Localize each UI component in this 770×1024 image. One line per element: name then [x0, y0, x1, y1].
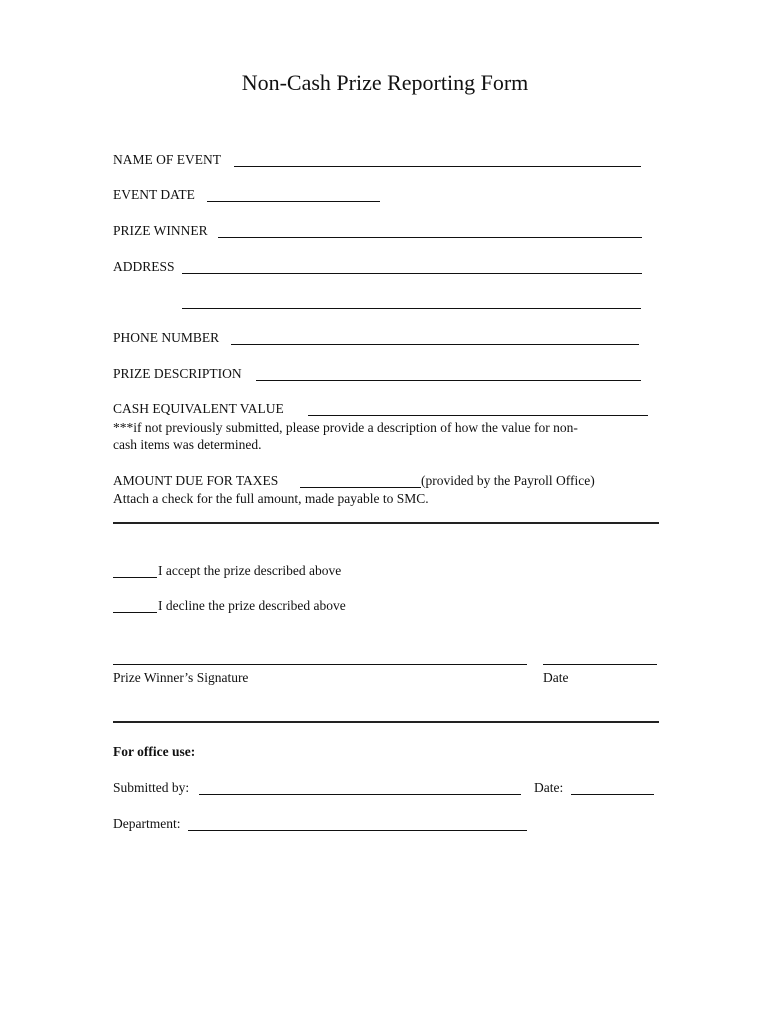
office-date-field[interactable] — [571, 794, 654, 795]
prize-description-label: PRIZE DESCRIPTION — [113, 366, 242, 381]
submitted-by-label: Submitted by: — [113, 780, 190, 795]
event-name-field[interactable] — [234, 166, 641, 167]
page-title: Non-Cash Prize Reporting Form — [241, 70, 529, 95]
event-date-label: EVENT DATE — [113, 187, 195, 202]
phone-field[interactable] — [231, 344, 639, 345]
signature-label: Prize Winner’s Signature — [113, 670, 249, 685]
accept-label: I accept the prize described above — [158, 563, 342, 578]
cash-note-line2: cash items was determined. — [113, 437, 262, 452]
department-label: Department: — [113, 816, 181, 831]
cash-value-label: CASH EQUIVALENT VALUE — [113, 401, 284, 416]
event-name-label: NAME OF EVENT — [113, 152, 221, 167]
attach-note: Attach a check for the full amount, made payable to SMC. — [113, 491, 429, 506]
signature-date-label: Date — [543, 670, 569, 685]
office-use-heading: For office use: — [113, 744, 196, 759]
phone-label: PHONE NUMBER — [113, 330, 220, 345]
event-date-field[interactable] — [207, 201, 380, 202]
submitted-by-field[interactable] — [199, 794, 521, 795]
amount-due-field[interactable] — [300, 487, 421, 488]
prize-winner-label: PRIZE WINNER — [113, 223, 208, 238]
section-divider-1 — [113, 522, 659, 524]
decline-checkbox-line[interactable] — [113, 612, 157, 613]
cash-value-field[interactable] — [308, 415, 648, 416]
cash-note-line1: ***if not previously submitted, please provide a description of how the value for non- — [113, 420, 578, 435]
section-divider-2 — [113, 721, 659, 723]
decline-label: I decline the prize described above — [158, 598, 346, 613]
signature-field[interactable] — [113, 664, 527, 665]
signature-date-field[interactable] — [543, 664, 657, 665]
prize-winner-field[interactable] — [218, 237, 642, 238]
address-field-line1[interactable] — [182, 273, 642, 274]
amount-due-label: AMOUNT DUE FOR TAXES — [113, 473, 279, 488]
prize-description-field[interactable] — [256, 380, 641, 381]
address-label: ADDRESS — [113, 259, 175, 274]
department-field[interactable] — [188, 830, 527, 831]
office-date-label: Date: — [534, 780, 564, 795]
address-field-line2[interactable] — [182, 308, 641, 309]
accept-checkbox-line[interactable] — [113, 577, 157, 578]
amount-due-note: (provided by the Payroll Office) — [421, 473, 595, 488]
